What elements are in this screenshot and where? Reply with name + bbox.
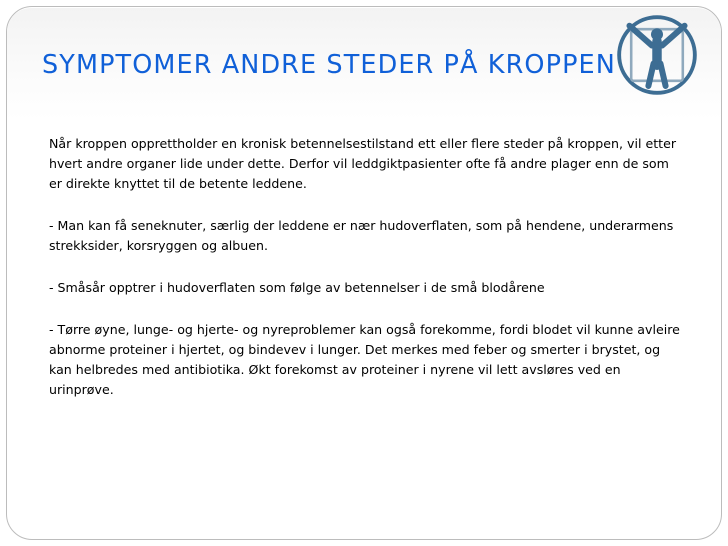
paragraph-smasar: - Småsår opptrer i hudoverflaten som følge av betennelser i de små blodårene <box>49 280 545 295</box>
paragraph-torre-oyne: - Tørre øyne, lunge- og hjerte- og nyreproblemer kan også forekomme, fordi blodet vil kunne avleire abnorme proteiner i hjertet, og bindevev i lunger. Det merkes med feber og smerter i brystet, og kan helbredes med antibiotika. Økt forekomst av proteiner i nyrene vil lett avsløres ved en urinprøve. <box>49 322 680 397</box>
slide-title: SYMPTOMER ANDRE STEDER PÅ KROPPEN <box>42 50 616 80</box>
paragraph-intro: Når kroppen opprettholder en kronisk betennelsestilstand ett eller flere steder på kroppen, vil etter hvert andre organer lide under dette. Derfor vil leddgiktpasienter ofte få andre plager enn de som er direkte knyttet til de betente leddene. <box>49 136 677 191</box>
paragraph-seneknuter: - Man kan få seneknuter, særlig der leddene er nær hudoverflaten, som på hendene, underarmens strekksider, korsryggen og albuen. <box>49 218 674 253</box>
slide-body <box>49 134 685 400</box>
vitruvian-man-icon <box>614 12 700 98</box>
